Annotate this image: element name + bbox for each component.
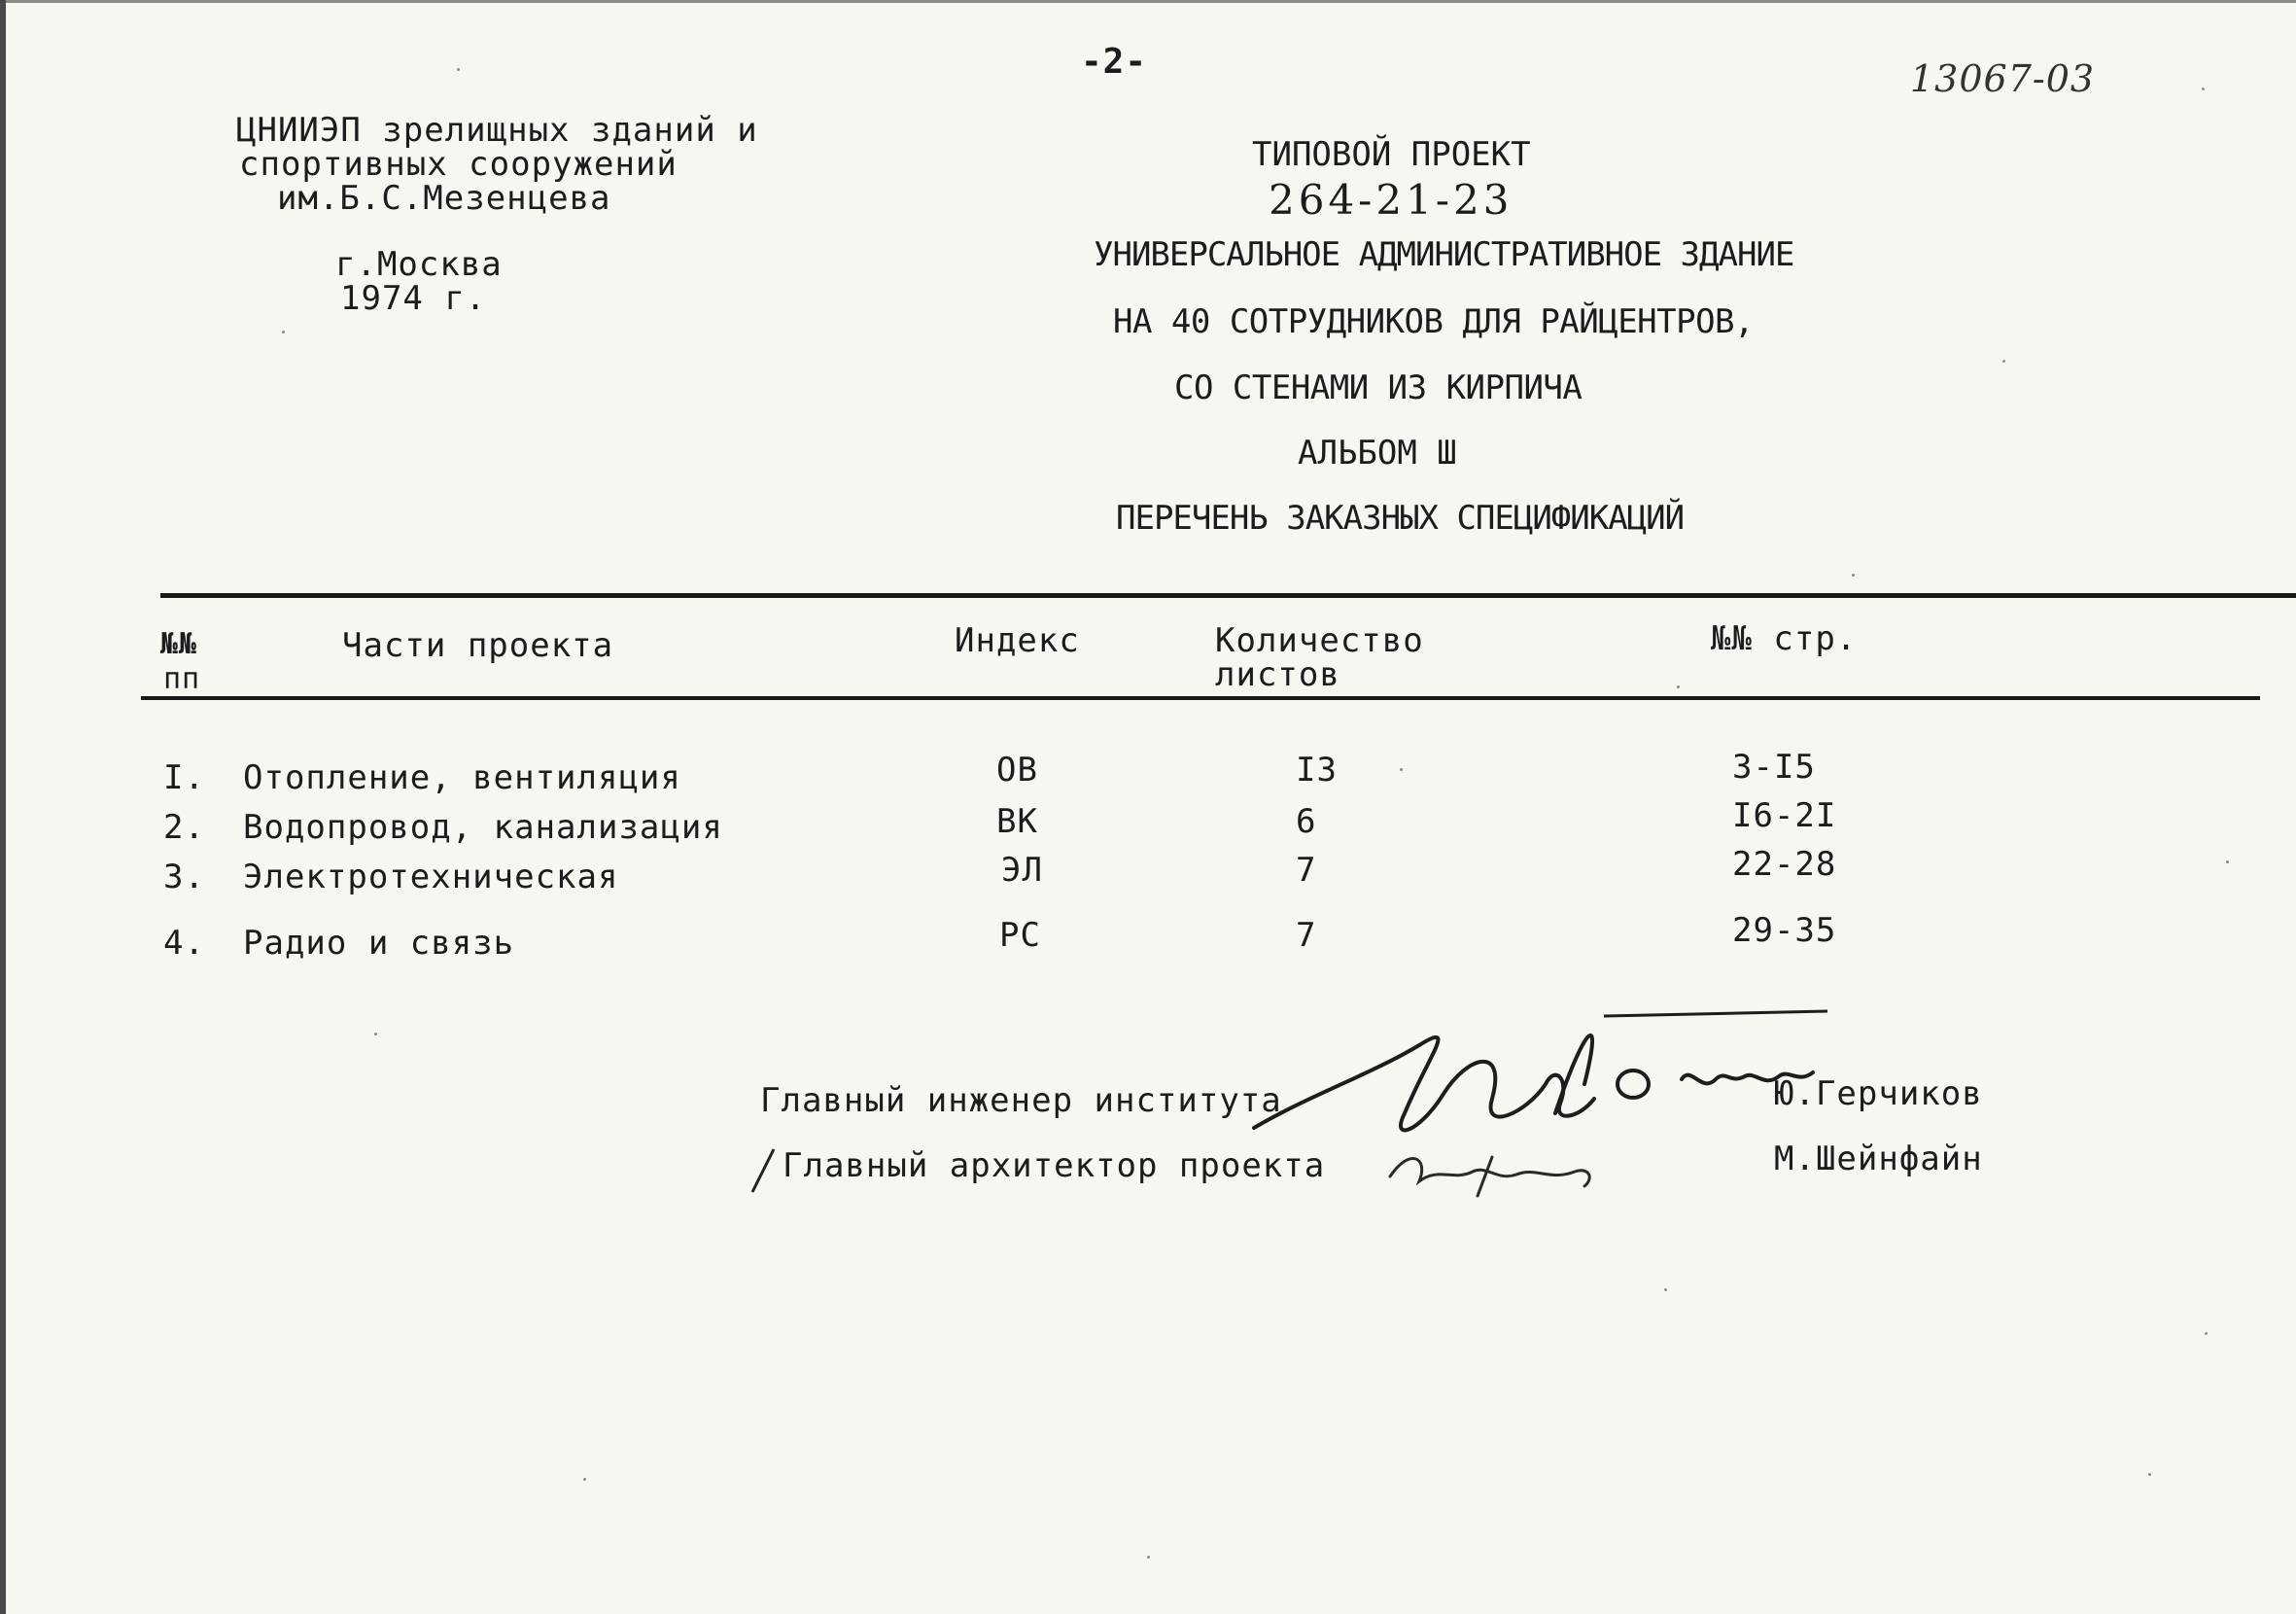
chief-architect-signature-icon [1380, 1128, 1614, 1215]
slash-mark [747, 1145, 785, 1196]
project-number: 264-21-23 [1269, 176, 1513, 224]
organization-line-1: ЦНИИЭП зрелищных зданий и [236, 111, 758, 150]
page-edge-top [0, 0, 2296, 3]
header-part: Части проекта [342, 626, 614, 665]
year: 1974 г. [340, 279, 487, 318]
list-title: ПЕРЕЧЕНЬ ЗАКАЗНЫХ СПЕЦИФИКАЦИЙ [1116, 499, 1685, 538]
organization-line-2: спортивных сооружений [239, 145, 678, 184]
row-part: Отопление, вентиляция [243, 758, 681, 797]
chief-architect-name: М.Шейнфайн [1774, 1140, 1983, 1178]
row-sheets: I3 [1296, 751, 1338, 789]
place: г.Москва [335, 245, 503, 284]
project-title-line-3: СО СТЕНАМИ ИЗ КИРПИЧА [1174, 368, 1583, 407]
page-number: -2- [1081, 42, 1148, 82]
row-part: Электротехническая [243, 858, 619, 896]
row-part: Радио и связь [243, 924, 515, 963]
project-title-line-2: НА 40 СОТРУДНИКОВ ДЛЯ РАЙЦЕНТРОВ, [1113, 302, 1755, 341]
row-pages: 29-35 [1732, 911, 1837, 950]
row-num: 2. [163, 808, 205, 847]
chief-architect-label: Главный архитектор проекта [783, 1146, 1326, 1185]
header-sheets-line-1: Количество [1215, 621, 1424, 660]
header-num-line-2: пп [163, 662, 201, 696]
table-top-rule [160, 593, 2296, 598]
row-num: I. [163, 758, 205, 797]
row-index: ЭЛ [1001, 851, 1043, 890]
archive-number: 13067-03 [1910, 57, 2096, 100]
page-edge-left [0, 0, 6, 1614]
row-sheets: 6 [1296, 802, 1317, 841]
project-type-label: ТИПОВОЙ ПРОЕКТ [1252, 135, 1531, 174]
row-pages: 3-I5 [1732, 748, 1816, 787]
header-num-line-1: №№ [160, 627, 198, 661]
row-pages: 22-28 [1732, 845, 1837, 884]
row-num: 4. [163, 924, 205, 963]
project-title-line-1: УНИВЕРСАЛЬНОЕ АДМИНИСТРАТИВНОЕ ЗДАНИЕ [1094, 235, 1794, 274]
chief-engineer-label: Главный инженер института [760, 1081, 1282, 1120]
row-pages: I6-2I [1732, 796, 1837, 835]
table-header-rule [141, 696, 2260, 700]
row-index: ОВ [996, 751, 1038, 789]
organization-line-3: им.Б.С.Мезенцева [277, 179, 611, 218]
chief-engineer-name: Ю.Герчиков [1774, 1074, 1983, 1113]
header-sheets-line-2: листов [1215, 655, 1340, 694]
row-sheets: 7 [1296, 916, 1317, 955]
row-num: 3. [163, 858, 205, 896]
row-part: Водопровод, канализация [243, 808, 723, 847]
row-index: РС [999, 916, 1041, 955]
row-index: ВК [996, 802, 1038, 841]
header-index: Индекс [955, 621, 1080, 660]
header-pages: №№ стр. [1711, 619, 1858, 658]
album-label: АЛЬБОМ Ш [1298, 434, 1457, 473]
row-sheets: 7 [1296, 851, 1317, 890]
